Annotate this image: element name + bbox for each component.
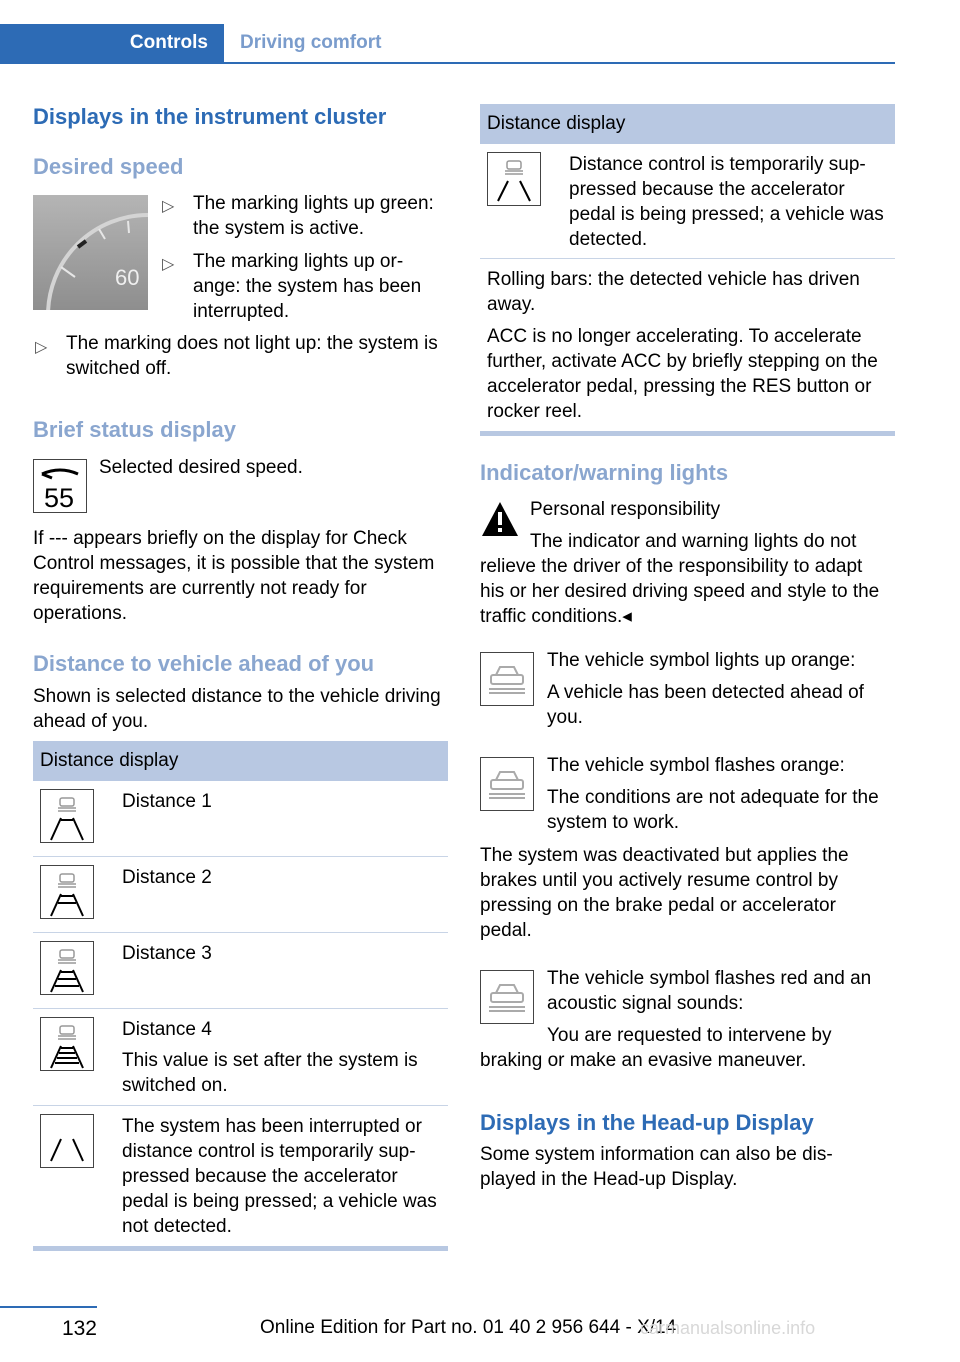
row-divider	[33, 1008, 448, 1009]
acc-text: ACC is no longer accelerating. To accelerate further, activate ACC by briefly stepping on the accelerator pedal, pressing the RES button or rocker reel.	[487, 326, 878, 422]
distance-3-text: Distance 3	[122, 943, 212, 964]
svg-text:55: 55	[44, 483, 75, 512]
section-title: Displays in the instrument cluster	[33, 104, 387, 129]
table-end-bar	[480, 431, 895, 436]
vehicle-flash-orange-icon	[480, 757, 534, 811]
distance-4-note: This value is set after the system is switched on.	[122, 1050, 418, 1096]
brief-status-heading: Brief status display	[33, 417, 236, 442]
brief-status-caption: Selected desired speed.	[99, 457, 303, 478]
row-divider	[33, 1105, 448, 1106]
distance-intro: Shown is selected distance to the vehicle driving ahead of you.	[33, 686, 441, 732]
orange-text: A vehicle has been detected ahead of you.	[547, 682, 864, 728]
distance-interrupted-text: The system has been interrupted or distance control is temporarily suppressed because the accelerator pedal is being pressed; a vehicle was not detected.	[122, 1116, 437, 1237]
row-divider	[480, 258, 895, 259]
vehicle-orange-icon	[480, 652, 534, 706]
distance-table-header: Distance display	[33, 741, 448, 781]
svg-text:60: 60	[115, 265, 140, 290]
desired-speed-heading: Desired speed	[33, 154, 184, 179]
speedometer-image	[33, 195, 148, 310]
vehicle-flash-red-icon	[480, 970, 534, 1024]
desired-speed-icon	[33, 459, 87, 513]
vehicle-detected-suppressed-text: Distance control is temporarily suppressed because the accelerator pedal is being pressed; a vehicle was detected.	[569, 154, 884, 250]
distance-1-text: Distance 1	[122, 791, 212, 812]
distance-2-text: Distance 2	[122, 867, 212, 888]
orange-title: The vehicle symbol lights up orange:	[547, 650, 856, 671]
distance-1-icon	[40, 789, 94, 843]
distance-4-icon	[40, 1017, 94, 1071]
distance-interrupted-icon	[40, 1114, 94, 1168]
hud-heading: Displays in the Head-up Display	[480, 1110, 814, 1135]
brief-status-paragraph: If --- appears briefly on the display for Check Control messages, it is possible that the system requirements are currently not ready for operations.	[33, 528, 435, 624]
bullet-orange: The marking lights up orange: the system has been interrupted.	[193, 251, 422, 322]
table-end-bar	[33, 1246, 448, 1251]
flash-orange-text: The conditions are not adequate for the system to work.	[547, 787, 879, 833]
online-edition: Online Edition for Part no. 01 40 2 956 644 - X/14	[260, 1317, 677, 1338]
bullet-green: The marking lights up green: the system is active.	[193, 193, 434, 239]
hud-text: Some system information can also be displayed in the Head-up Display.	[480, 1144, 833, 1190]
footer-line	[0, 1306, 97, 1308]
vehicle-detected-suppressed-icon	[487, 152, 541, 206]
watermark: carmanualsonline.info	[640, 1318, 816, 1338]
flash-red-text: You are requested to intervene by braking or make an evasive maneuver.	[480, 1025, 832, 1071]
flash-orange-title: The vehicle symbol flashes orange:	[547, 755, 845, 776]
flash-red-title: The vehicle symbol flashes red and an acoustic signal sounds:	[547, 968, 872, 1014]
distance-heading: Distance to vehicle ahead of you	[33, 651, 375, 676]
right-table-header: Distance display	[480, 104, 895, 144]
distance-3-icon	[40, 941, 94, 995]
row-divider	[33, 856, 448, 857]
distance-2-icon	[40, 865, 94, 919]
tab-driving-comfort[interactable]: Driving comfort	[240, 32, 382, 53]
warning-text: The indicator and warning lights do not relieve the driver of the responsibility to adapt his or her desired driving speed and style to the traffic conditions.◂	[480, 531, 880, 627]
indicator-heading: Indicator/warning lights	[480, 460, 729, 485]
bullet-off: The marking does not light up: the system is switched off.	[66, 333, 438, 379]
tab-controls[interactable]: Controls	[0, 24, 224, 62]
rolling-bars-text: Rolling bars: the detected vehicle has driven away.	[487, 269, 860, 315]
bullet-marker-3: ▷	[35, 339, 48, 356]
row-divider	[33, 932, 448, 933]
warning-title: Personal responsibility	[530, 499, 721, 520]
distance-4-text: Distance 4	[122, 1019, 212, 1040]
page-number: 132	[61, 1317, 97, 1340]
flash-orange-paragraph: The system was deactivated but applies the brakes until you actively resume control by pressing on the brake pedal or accelerator pedal.	[480, 845, 849, 941]
bullet-marker-2: ▷	[162, 256, 175, 273]
bullet-marker-1: ▷	[162, 198, 175, 215]
